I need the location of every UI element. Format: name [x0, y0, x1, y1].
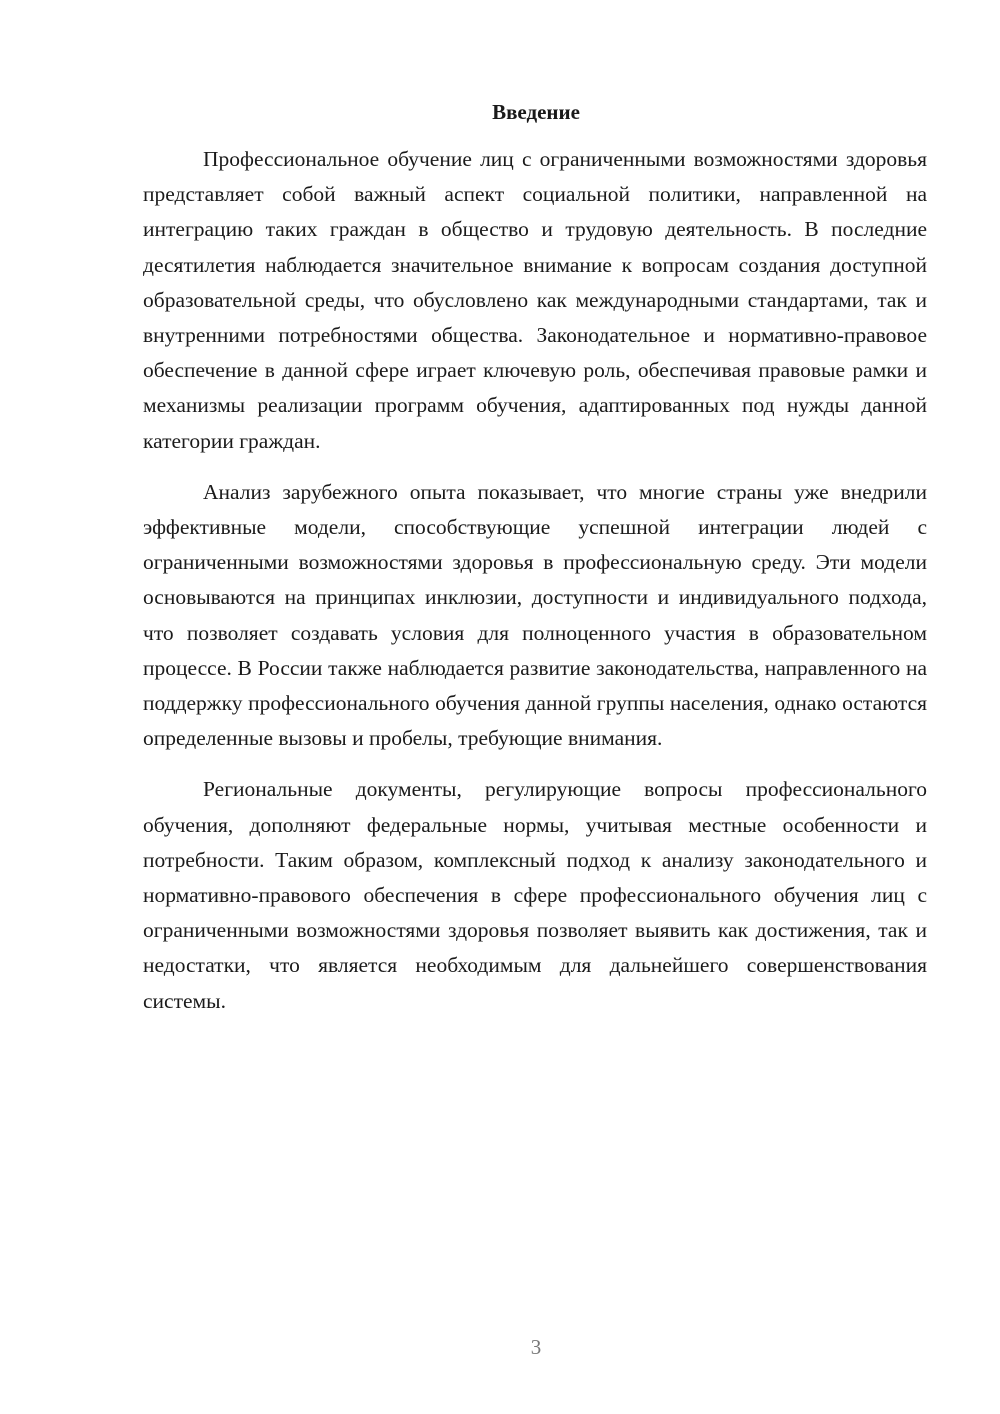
paragraph-foreign-experience: Анализ зарубежного опыта показывает, что многие страны уже внедрили эффективные модели, способствующие успешной интеграции людей с ограниченными возможностями здоровья в профессиональную среду. Эти модели основываются на принципах инклюзии, доступности и индивидуального подхода, что позволяет создавать условия для полноценного участия в образовательном процессе. В России также наблюдается развитие законодательства, направленного на поддержку профессионального обучения данной группы населения, однако остаются определенные вызовы и пробелы, требующие внимания.	[143, 479, 927, 751]
paragraph-regional-documents: Региональные документы, регулирующие вопросы профессионального обучения, дополняют федеральные нормы, учитывая местные особенности и потребности. Таким образом, комплексный подход к анализу законодательного и нормативно-правового обеспечения в сфере профессионального обучения лиц с ограниченными возможностями здоровья позволяет выявить как достижения, так и недостатки, что является необходимым для дальнейшего совершенствования системы.	[143, 777, 927, 1013]
paragraph-intro: Профессиональное обучение лиц с ограниченными возможностями здоровья представляет собой важный аспект социальной политики, направленной на интеграцию таких граждан в общество и трудовую деятельность. В последние десятилетия наблюдается значительное внимание к вопросам создания доступной образовательной среды, что обусловлено как международными стандартами, так и внутренними потребностями общества. Законодательное и нормативно-правовое обеспечение в данной сфере играет ключевую роль, обеспечивая правовые рамки и механизмы реализации программ обучения, адаптированных под нужды данной категории граждан.	[143, 147, 927, 453]
page-content	[143, 96, 927, 1035]
section-heading: Введение	[492, 100, 580, 124]
page-number: 3	[530, 1335, 542, 1359]
